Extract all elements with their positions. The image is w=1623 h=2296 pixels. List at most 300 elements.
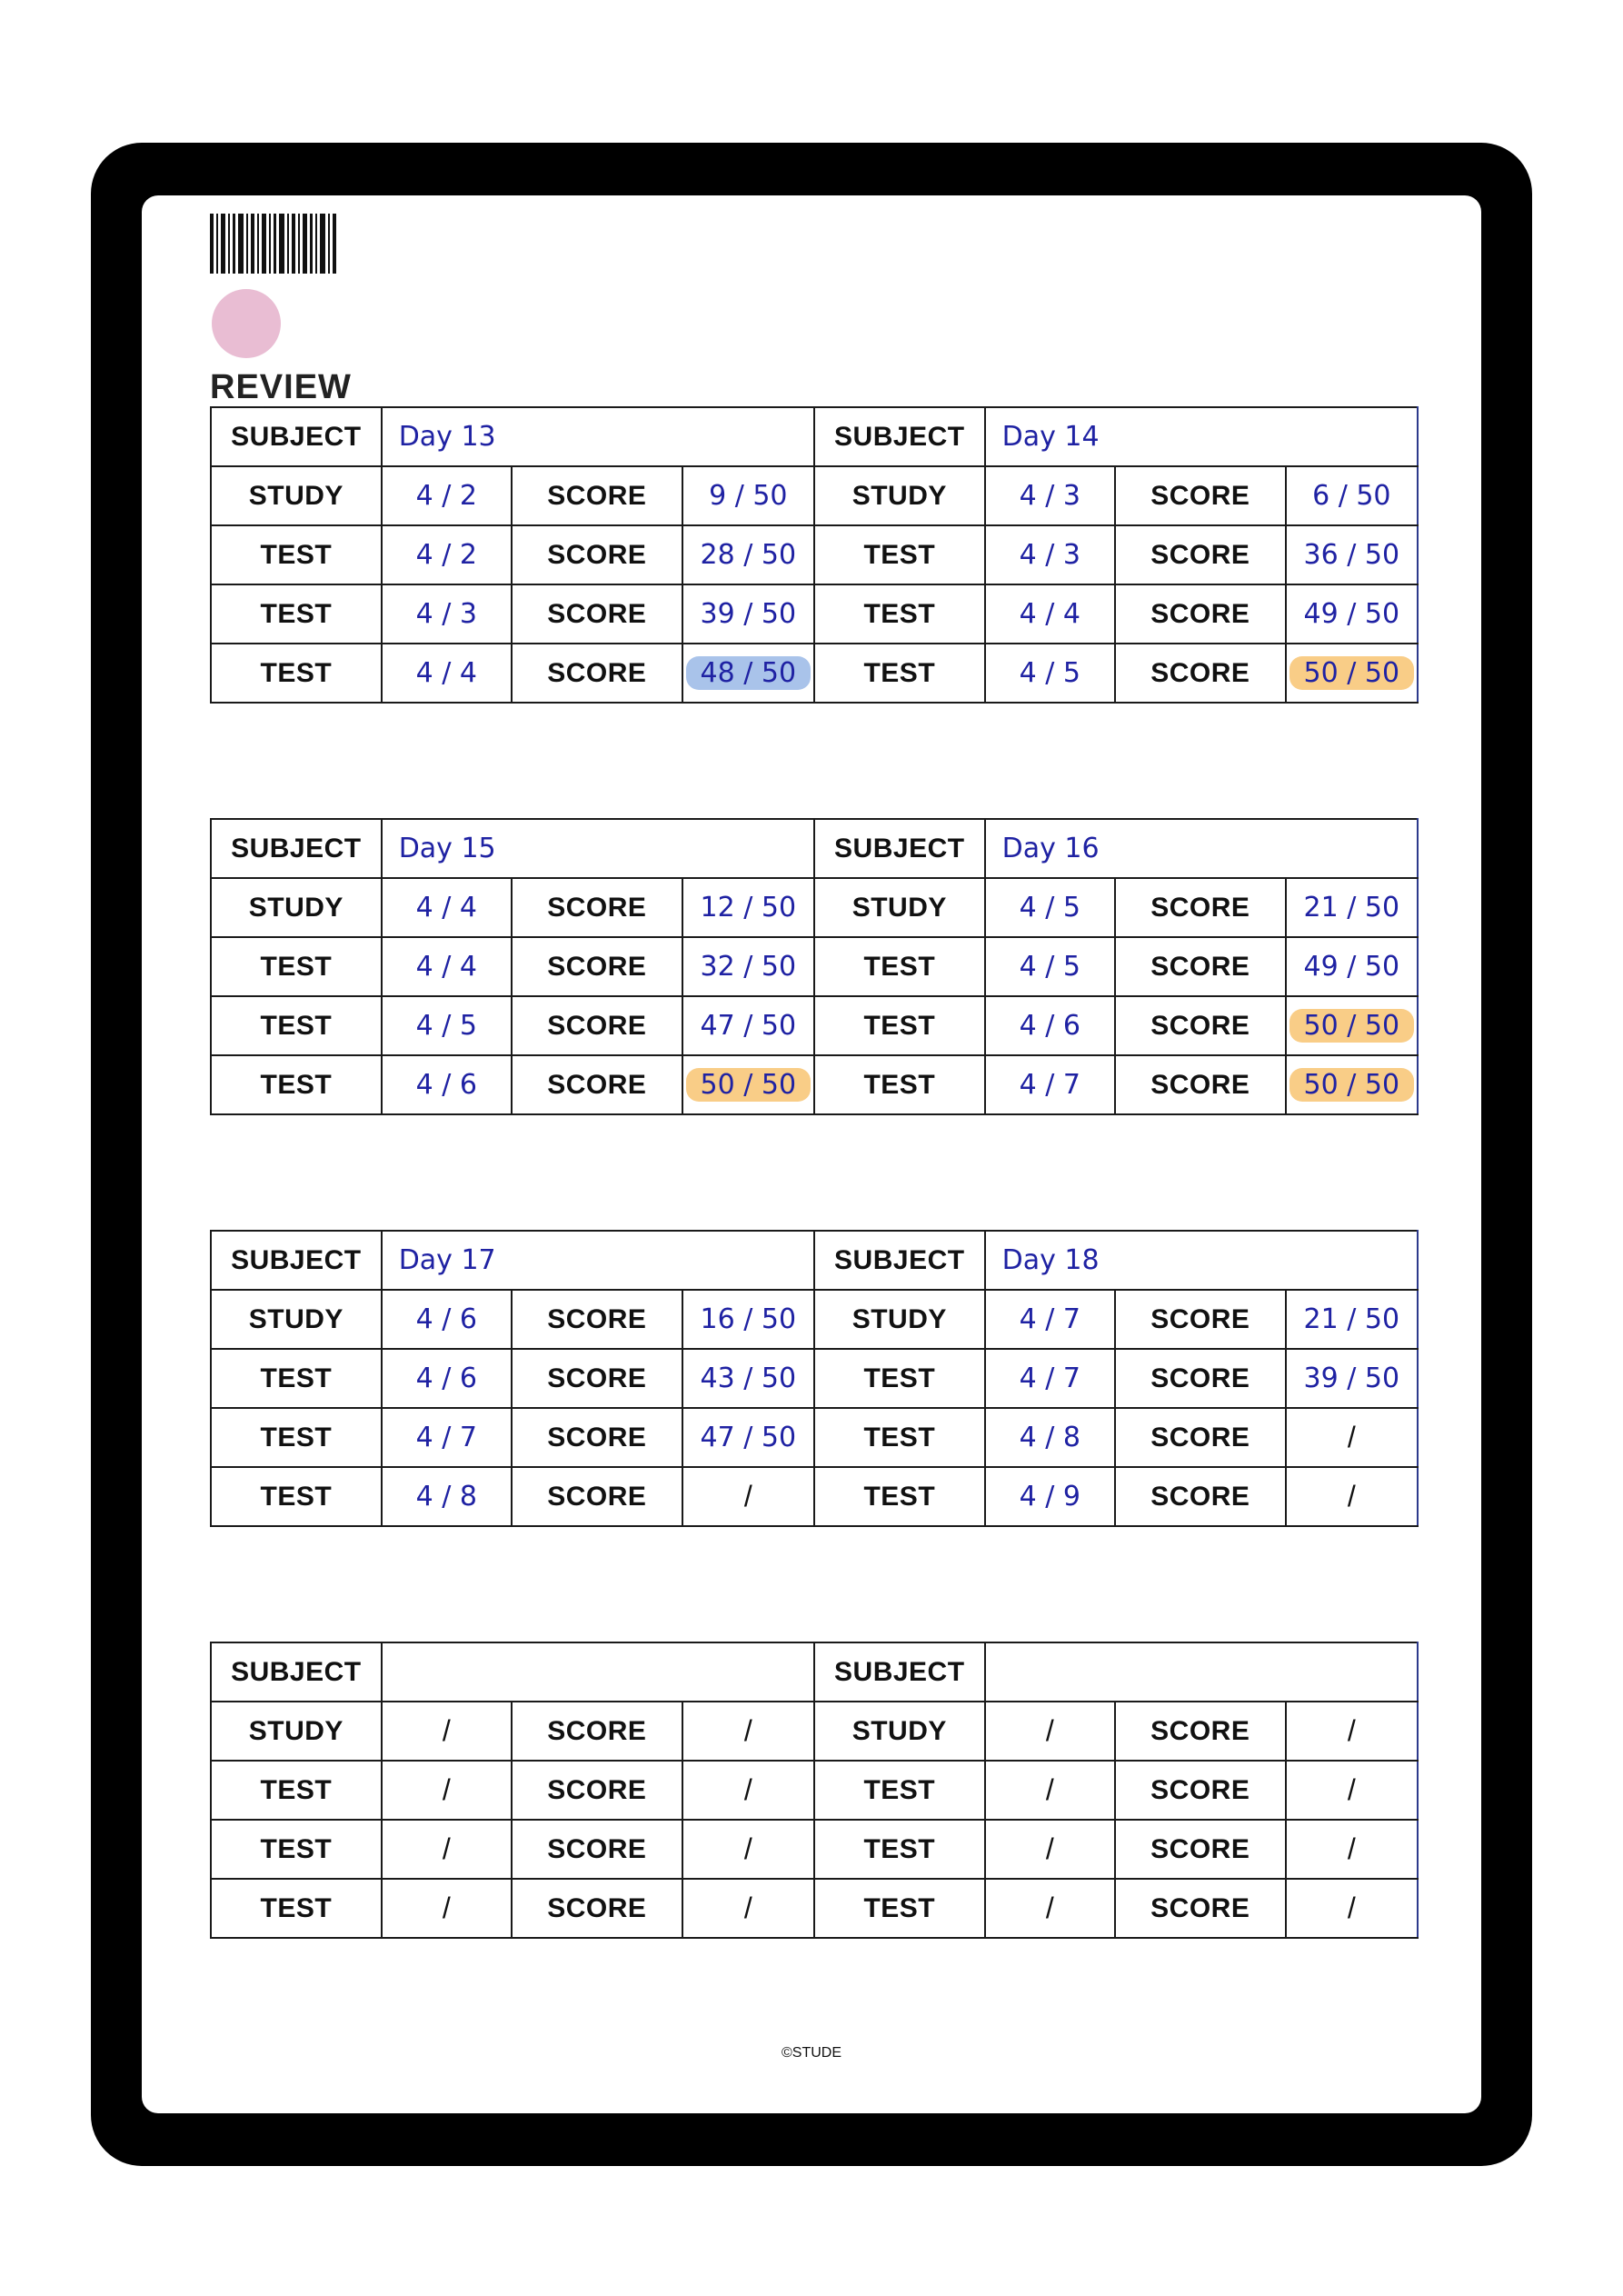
score-value[interactable] (1286, 1290, 1418, 1349)
table-row (211, 878, 1418, 937)
pink-circle-sticker (212, 289, 281, 358)
subject-label (814, 1231, 985, 1290)
subject-value-left-text: Day 17 (398, 1244, 496, 1276)
score-label (512, 1467, 682, 1526)
table-row (211, 1761, 1418, 1820)
subject-label-text: SUBJECT (231, 833, 362, 863)
date-value[interactable] (985, 584, 1115, 644)
score-label (512, 584, 682, 644)
score-label (1115, 466, 1286, 525)
score-label-text: SCORE (547, 892, 647, 923)
score-label (512, 466, 682, 525)
row-kind-label (211, 1761, 382, 1820)
score-value-text: 50 / 50 (1289, 656, 1415, 690)
subject-value-left-text: Day 15 (398, 833, 496, 864)
row-kind-label-text: TEST (863, 951, 936, 982)
date-value[interactable] (382, 1467, 512, 1526)
score-empty-text: / (1347, 1714, 1356, 1747)
table-row (211, 644, 1418, 703)
score-label-text: SCORE (547, 598, 647, 629)
score-label (512, 878, 682, 937)
score-value-text: 21 / 50 (1303, 1303, 1400, 1335)
row-kind-label-text: STUDY (851, 892, 947, 923)
date-empty-text: / (442, 1832, 451, 1865)
date-value[interactable] (985, 996, 1115, 1055)
score-label (512, 937, 682, 996)
score-label (1115, 878, 1286, 937)
row-kind-label (814, 584, 985, 644)
date-empty[interactable] (382, 1879, 512, 1938)
score-label-text: SCORE (547, 480, 647, 511)
score-label (1115, 1467, 1286, 1526)
date-empty[interactable] (382, 1761, 512, 1820)
row-kind-label (814, 937, 985, 996)
subject-row (211, 1642, 1418, 1702)
date-value[interactable] (985, 1467, 1115, 1526)
subject-label-text: SUBJECT (834, 1244, 965, 1275)
page-title: REVIEW (210, 368, 352, 406)
row-kind-label-text: STUDY (851, 1303, 947, 1334)
date-value[interactable] (985, 1408, 1115, 1467)
date-value-text: 4 / 4 (415, 657, 477, 689)
date-value-text: 4 / 4 (1019, 598, 1080, 630)
date-value-text: 4 / 8 (1019, 1422, 1080, 1453)
subject-value-left[interactable] (382, 1642, 814, 1702)
score-empty[interactable] (1286, 1879, 1418, 1938)
date-value[interactable] (382, 644, 512, 703)
score-empty[interactable] (1286, 1408, 1418, 1467)
score-label-text: SCORE (1150, 1774, 1250, 1805)
date-empty[interactable] (985, 1879, 1115, 1938)
score-value-text: 16 / 50 (700, 1303, 797, 1335)
row-kind-label-text: TEST (863, 1833, 936, 1864)
subject-value-left[interactable] (382, 1231, 814, 1290)
row-kind-label-text: STUDY (248, 1715, 344, 1746)
score-label-text: SCORE (1150, 1833, 1250, 1864)
score-value[interactable] (682, 1349, 814, 1408)
score-empty-text: / (743, 1832, 752, 1865)
subject-label (814, 819, 985, 878)
subject-value-right[interactable] (985, 819, 1418, 878)
review-table-2 (210, 818, 1419, 1115)
date-empty-text: / (1045, 1773, 1054, 1806)
date-value-text: 4 / 3 (1019, 539, 1080, 571)
row-kind-label (814, 1408, 985, 1467)
score-value[interactable] (682, 996, 814, 1055)
row-kind-label (814, 525, 985, 584)
score-value-text: 9 / 50 (709, 480, 788, 512)
table-row (211, 996, 1418, 1055)
date-value[interactable] (985, 1349, 1115, 1408)
subject-value-right[interactable] (985, 1642, 1418, 1702)
score-label (1115, 1820, 1286, 1879)
score-label-text: SCORE (1150, 892, 1250, 923)
score-empty-text: / (1347, 1773, 1356, 1806)
score-label-text: SCORE (547, 657, 647, 688)
row-kind-label (211, 525, 382, 584)
subject-value-left[interactable] (382, 819, 814, 878)
table-row (211, 1820, 1418, 1879)
score-empty-text: / (743, 1480, 752, 1512)
date-empty[interactable] (382, 1820, 512, 1879)
subject-value-right-text: Day 18 (1001, 1244, 1100, 1276)
review-table-4 (210, 1642, 1419, 1939)
score-label-text: SCORE (1150, 1422, 1250, 1452)
subject-label (814, 1642, 985, 1702)
row-kind-label (814, 644, 985, 703)
score-value-text: 47 / 50 (700, 1422, 797, 1453)
score-empty-text: / (1347, 1832, 1356, 1865)
row-kind-label-text: TEST (863, 1422, 936, 1452)
score-empty-text: / (743, 1714, 752, 1747)
barcode-icon (210, 214, 337, 274)
row-kind-label-text: TEST (863, 1010, 936, 1041)
date-value[interactable] (382, 466, 512, 525)
subject-label-text: SUBJECT (834, 1656, 965, 1687)
score-label-text: SCORE (547, 951, 647, 982)
score-label-text: SCORE (1150, 951, 1250, 982)
row-kind-label (211, 1702, 382, 1761)
date-value-text: 4 / 6 (1019, 1010, 1080, 1042)
score-empty[interactable] (682, 1820, 814, 1879)
date-value-text: 4 / 6 (415, 1069, 477, 1101)
row-kind-label (814, 1055, 985, 1114)
score-value[interactable] (1286, 878, 1418, 937)
row-kind-label (211, 1820, 382, 1879)
score-empty[interactable] (1286, 1820, 1418, 1879)
date-value[interactable] (985, 1290, 1115, 1349)
score-label (1115, 1879, 1286, 1938)
score-label-text: SCORE (547, 539, 647, 570)
score-label (512, 1055, 682, 1114)
row-kind-label-text: TEST (260, 1892, 333, 1923)
score-value[interactable] (682, 1408, 814, 1467)
score-label (512, 644, 682, 703)
row-kind-label (211, 584, 382, 644)
score-value-text: 43 / 50 (700, 1363, 797, 1394)
score-label (1115, 1408, 1286, 1467)
score-empty[interactable] (1286, 1467, 1418, 1526)
score-value[interactable] (1286, 937, 1418, 996)
score-label (1115, 1761, 1286, 1820)
row-kind-label-text: TEST (260, 657, 333, 688)
row-kind-label (814, 1290, 985, 1349)
row-kind-label (211, 1349, 382, 1408)
score-value-text: 48 / 50 (686, 656, 812, 690)
date-empty[interactable] (985, 1761, 1115, 1820)
subject-value-right[interactable] (985, 1231, 1418, 1290)
date-value-text: 4 / 6 (415, 1363, 477, 1394)
score-label-text: SCORE (547, 1422, 647, 1452)
row-kind-label (211, 466, 382, 525)
score-label (512, 1290, 682, 1349)
subject-row (211, 1231, 1418, 1290)
row-kind-label-text: STUDY (248, 892, 344, 923)
score-label-text: SCORE (1150, 539, 1250, 570)
score-label (1115, 1702, 1286, 1761)
row-kind-label-text: STUDY (248, 1303, 344, 1334)
score-label (1115, 644, 1286, 703)
row-kind-label (211, 1879, 382, 1938)
score-label-text: SCORE (1150, 657, 1250, 688)
review-table-3 (210, 1230, 1419, 1527)
score-value[interactable] (682, 525, 814, 584)
table-row (211, 1879, 1418, 1938)
row-kind-label (814, 1349, 985, 1408)
score-value-text: 47 / 50 (700, 1010, 797, 1042)
score-value-text: 50 / 50 (1289, 1009, 1415, 1043)
date-empty[interactable] (382, 1702, 512, 1761)
score-empty[interactable] (682, 1879, 814, 1938)
score-value-text: 36 / 50 (1303, 539, 1400, 571)
score-label (1115, 996, 1286, 1055)
row-kind-label-text: TEST (260, 1010, 333, 1041)
score-label-text: SCORE (1150, 1715, 1250, 1746)
date-empty-text: / (1045, 1892, 1054, 1924)
row-kind-label (814, 466, 985, 525)
score-empty[interactable] (1286, 1702, 1418, 1761)
score-value[interactable] (682, 1055, 814, 1114)
score-label-text: SCORE (547, 1010, 647, 1041)
row-kind-label-text: TEST (260, 1833, 333, 1864)
row-kind-label (211, 644, 382, 703)
score-empty-text: / (1347, 1892, 1356, 1924)
date-empty-text: / (1045, 1714, 1054, 1747)
subject-label (211, 819, 382, 878)
score-value-text: 39 / 50 (1303, 1363, 1400, 1394)
row-kind-label-text: TEST (260, 539, 333, 570)
score-value[interactable] (1286, 466, 1418, 525)
score-label-text: SCORE (1150, 1363, 1250, 1393)
table-row (211, 1408, 1418, 1467)
score-value-text: 12 / 50 (700, 892, 797, 923)
date-value-text: 4 / 5 (1019, 951, 1080, 983)
score-empty-text: / (743, 1773, 752, 1806)
score-label (1115, 584, 1286, 644)
score-value[interactable] (1286, 525, 1418, 584)
row-kind-label (814, 1820, 985, 1879)
date-value[interactable] (382, 878, 512, 937)
score-value[interactable] (682, 466, 814, 525)
subject-row (211, 407, 1418, 466)
row-kind-label-text: TEST (863, 539, 936, 570)
subject-label-text: SUBJECT (834, 833, 965, 863)
date-value-text: 4 / 5 (415, 1010, 477, 1042)
score-empty[interactable] (682, 1467, 814, 1526)
score-label-text: SCORE (1150, 598, 1250, 629)
score-label (1115, 937, 1286, 996)
subject-label-text: SUBJECT (231, 1656, 362, 1687)
score-label (1115, 525, 1286, 584)
score-value[interactable] (1286, 996, 1418, 1055)
date-empty-text: / (442, 1773, 451, 1806)
date-value[interactable] (985, 937, 1115, 996)
date-value[interactable] (985, 466, 1115, 525)
row-kind-label (211, 1467, 382, 1526)
date-empty-text: / (1045, 1832, 1054, 1865)
row-kind-label (211, 1290, 382, 1349)
subject-value-right-text: Day 14 (1001, 421, 1100, 453)
review-table-1 (210, 406, 1419, 704)
date-value[interactable] (382, 996, 512, 1055)
score-empty[interactable] (682, 1702, 814, 1761)
score-value-text: 39 / 50 (700, 598, 797, 630)
table-row (211, 466, 1418, 525)
subject-label (211, 1642, 382, 1702)
row-kind-label-text: TEST (863, 1481, 936, 1512)
score-label (512, 1702, 682, 1761)
row-kind-label (814, 1702, 985, 1761)
date-value-text: 4 / 5 (1019, 657, 1080, 689)
row-kind-label (814, 1879, 985, 1938)
row-kind-label-text: TEST (863, 1774, 936, 1805)
row-kind-label (211, 1055, 382, 1114)
date-value-text: 4 / 7 (1019, 1303, 1080, 1335)
row-kind-label (814, 1761, 985, 1820)
subject-value-left-text: Day 13 (398, 421, 496, 453)
date-empty-text: / (442, 1892, 451, 1924)
score-value-text: 49 / 50 (1303, 951, 1400, 983)
score-label-text: SCORE (1150, 1303, 1250, 1334)
score-value[interactable] (1286, 1349, 1418, 1408)
date-value-text: 4 / 7 (1019, 1069, 1080, 1101)
date-value-text: 4 / 3 (415, 598, 477, 630)
table-row (211, 525, 1418, 584)
date-value-text: 4 / 7 (415, 1422, 477, 1453)
score-value-text: 21 / 50 (1303, 892, 1400, 923)
row-kind-label-text: TEST (863, 1069, 936, 1100)
date-value[interactable] (985, 525, 1115, 584)
score-value[interactable] (682, 937, 814, 996)
table-row (211, 1467, 1418, 1526)
date-value-text: 4 / 2 (415, 480, 477, 512)
subject-label-text: SUBJECT (231, 421, 362, 452)
score-value[interactable] (1286, 644, 1418, 703)
row-kind-label-text: STUDY (851, 480, 947, 511)
row-kind-label (814, 996, 985, 1055)
subject-row (211, 819, 1418, 878)
date-empty[interactable] (985, 1702, 1115, 1761)
row-kind-label-text: TEST (260, 1363, 333, 1393)
date-value-text: 4 / 6 (415, 1303, 477, 1335)
score-empty[interactable] (1286, 1761, 1418, 1820)
score-label-text: SCORE (547, 1892, 647, 1923)
score-label-text: SCORE (547, 1774, 647, 1805)
score-label (512, 1879, 682, 1938)
row-kind-label-text: TEST (863, 598, 936, 629)
date-value[interactable] (985, 878, 1115, 937)
score-label (1115, 1055, 1286, 1114)
date-empty-text: / (442, 1714, 451, 1747)
subject-value-left[interactable] (382, 407, 814, 466)
score-value[interactable] (1286, 584, 1418, 644)
score-label (512, 1408, 682, 1467)
table-row (211, 937, 1418, 996)
score-label (1115, 1290, 1286, 1349)
score-label (512, 525, 682, 584)
subject-label (211, 1231, 382, 1290)
row-kind-label-text: TEST (260, 1069, 333, 1100)
score-label-text: SCORE (547, 1069, 647, 1100)
row-kind-label (814, 1467, 985, 1526)
date-value[interactable] (985, 644, 1115, 703)
date-value[interactable] (382, 1349, 512, 1408)
date-value[interactable] (382, 1055, 512, 1114)
date-empty[interactable] (985, 1820, 1115, 1879)
date-value-text: 4 / 9 (1019, 1481, 1080, 1512)
table-row (211, 584, 1418, 644)
date-value[interactable] (382, 1290, 512, 1349)
subject-value-right-text: Day 16 (1001, 833, 1100, 864)
planner-page (142, 195, 1481, 2113)
score-value[interactable] (682, 644, 814, 703)
date-value-text: 4 / 8 (415, 1481, 477, 1512)
row-kind-label-text: TEST (260, 951, 333, 982)
row-kind-label (211, 996, 382, 1055)
score-label (512, 1349, 682, 1408)
score-label (512, 1820, 682, 1879)
date-value[interactable] (382, 1408, 512, 1467)
subject-label (211, 407, 382, 466)
subject-value-right[interactable] (985, 407, 1418, 466)
date-value-text: 4 / 4 (415, 951, 477, 983)
date-value-text: 4 / 4 (415, 892, 477, 923)
date-value[interactable] (382, 525, 512, 584)
row-kind-label-text: TEST (260, 598, 333, 629)
score-label-text: SCORE (547, 1481, 647, 1512)
score-value-text: 50 / 50 (686, 1068, 812, 1102)
score-label-text: SCORE (547, 1715, 647, 1746)
date-value[interactable] (382, 937, 512, 996)
score-label-text: SCORE (1150, 1892, 1250, 1923)
row-kind-label-text: TEST (260, 1422, 333, 1452)
score-label-text: SCORE (1150, 1069, 1250, 1100)
score-value-text: 28 / 50 (700, 539, 797, 571)
score-label-text: SCORE (547, 1303, 647, 1334)
table-row (211, 1349, 1418, 1408)
score-value[interactable] (1286, 1055, 1418, 1114)
score-empty[interactable] (682, 1761, 814, 1820)
date-value[interactable] (382, 584, 512, 644)
score-value-text: 49 / 50 (1303, 598, 1400, 630)
row-kind-label-text: STUDY (248, 480, 344, 511)
score-value[interactable] (682, 1290, 814, 1349)
table-row (211, 1290, 1418, 1349)
score-label-text: SCORE (1150, 1481, 1250, 1512)
score-value[interactable] (682, 584, 814, 644)
row-kind-label (211, 878, 382, 937)
score-value-text: 6 / 50 (1312, 480, 1391, 512)
row-kind-label-text: TEST (260, 1774, 333, 1805)
score-empty-text: / (1347, 1480, 1356, 1512)
score-label-text: SCORE (1150, 480, 1250, 511)
score-value[interactable] (682, 878, 814, 937)
score-label-text: SCORE (547, 1833, 647, 1864)
score-label (1115, 1349, 1286, 1408)
row-kind-label-text: TEST (863, 1363, 936, 1393)
score-label-text: SCORE (1150, 1010, 1250, 1041)
score-value-text: 50 / 50 (1289, 1068, 1415, 1102)
score-label-text: SCORE (547, 1363, 647, 1393)
score-empty-text: / (1347, 1421, 1356, 1453)
date-value[interactable] (985, 1055, 1115, 1114)
row-kind-label (211, 937, 382, 996)
row-kind-label (814, 878, 985, 937)
date-value-text: 4 / 5 (1019, 892, 1080, 923)
row-kind-label-text: TEST (863, 1892, 936, 1923)
date-value-text: 4 / 2 (415, 539, 477, 571)
row-kind-label-text: TEST (863, 657, 936, 688)
